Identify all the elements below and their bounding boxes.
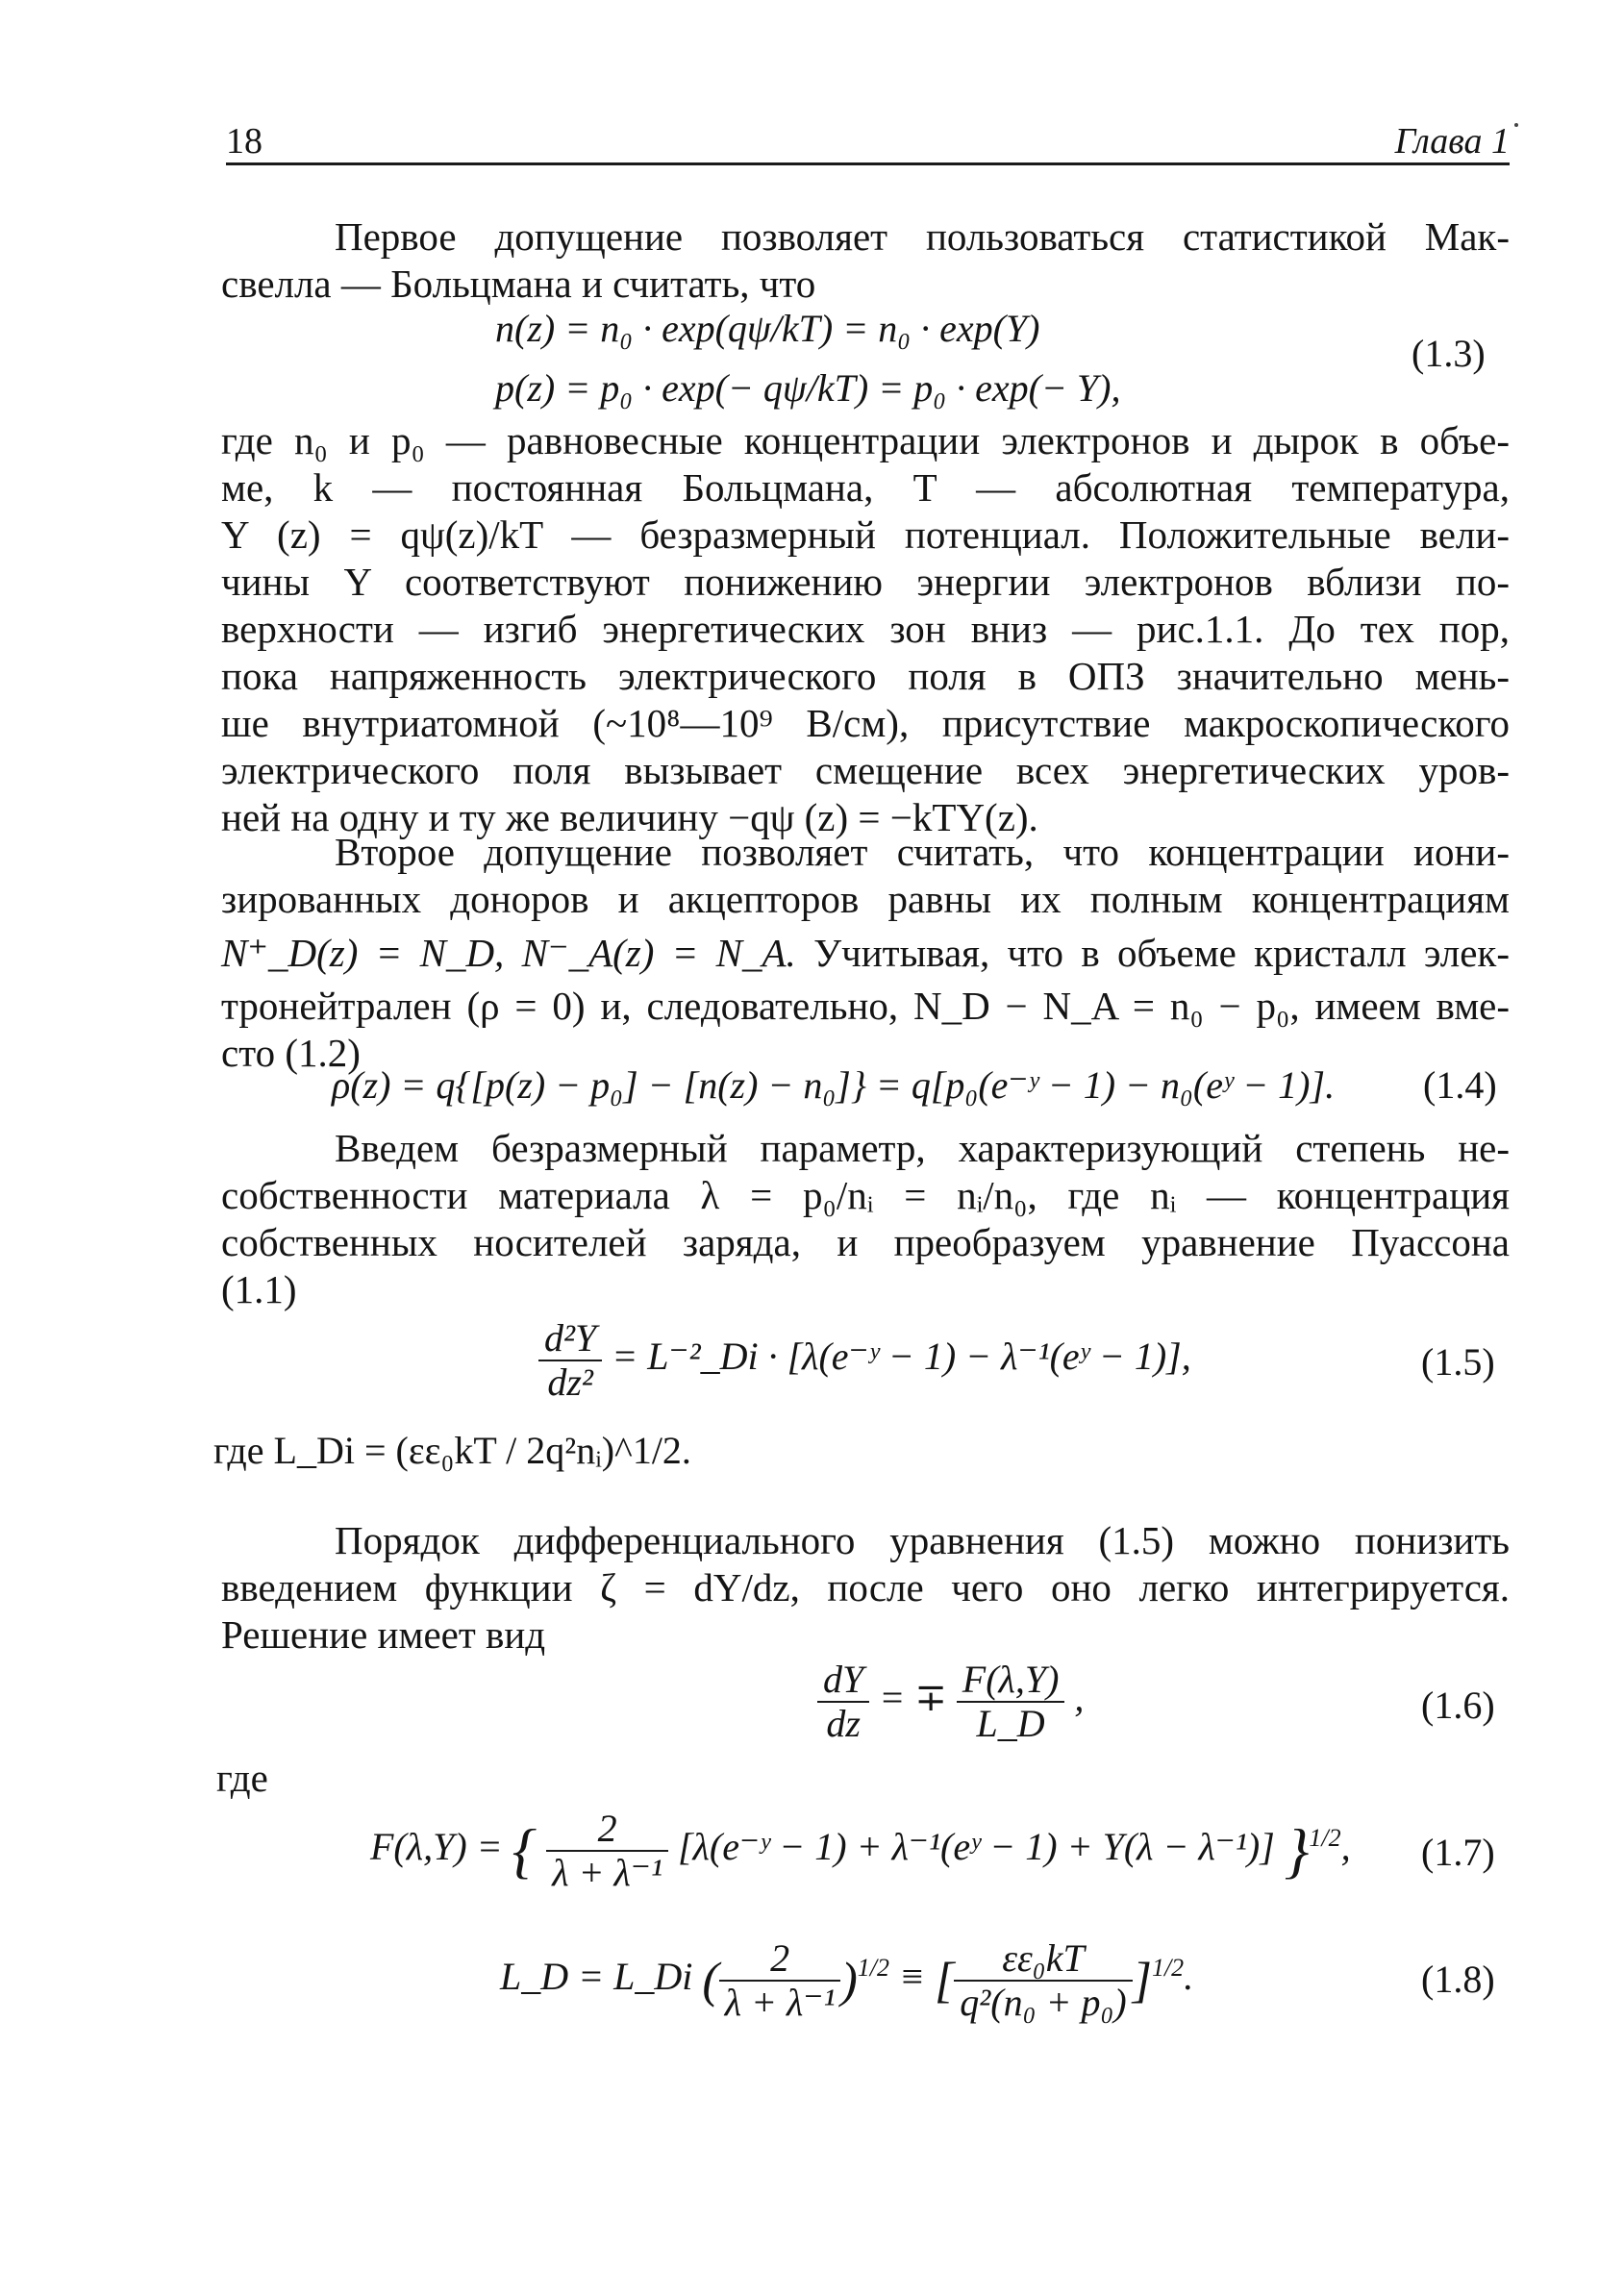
fraction-denominator: L_D (976, 1702, 1045, 1745)
debye-length-definition: где L_Di = (εε₀kT / 2q²nᵢ)^1/2. (213, 1429, 691, 1472)
text-line: где n₀ и p₀ — равновесные концентрации электронов и дырок в объе- (221, 418, 1510, 462)
paragraph-4 (221, 1125, 1510, 1313)
text-line: ней на одну и ту же величину −qψ (z) = −kTY(z). (221, 795, 1038, 839)
equation-1-3-line-1: n(z) = n₀ · exp(qψ/kT) = n₀ · exp(Y) (495, 307, 1040, 350)
ionized-concentration-formula: N⁺_D(z) = N_D, N⁻_A(z) = N_A. (221, 931, 796, 975)
equivalence-operator: ≡ (899, 1955, 926, 1999)
equation-tail: . (1184, 1955, 1194, 1999)
fraction-denominator: dz² (547, 1360, 593, 1404)
page-number: 18 (226, 121, 262, 162)
fraction-numerator: d²Y (538, 1317, 602, 1361)
text-line: Порядок дифференциального уравнения (1.5) можно понизить (335, 1518, 1510, 1562)
exponent: 1/2 (857, 1953, 890, 1982)
equation-1-5 (538, 1317, 1191, 1404)
close-paren: ) (840, 1953, 858, 2009)
equation-rhs: = L⁻²_Di · [λ(e⁻ʸ − 1) − λ⁻¹(eʸ − 1)], (612, 1335, 1191, 1379)
first-derivative-fraction (817, 1659, 869, 1745)
fraction-numerator: 2 (546, 1808, 668, 1852)
open-brace: { (512, 1816, 537, 1884)
equation-tail: , (1340, 1825, 1351, 1869)
text-line: зированных доноров и акцепторов равны их полным концентрациям (221, 877, 1510, 921)
paragraph-2 (221, 417, 1510, 841)
close-bracket: ] (1132, 1953, 1152, 2009)
equation-tail: , (1074, 1676, 1085, 1720)
text-line: верхности — изгиб энергетических зон вниз — рис.1.1. До тех пор, (221, 607, 1510, 651)
open-paren: ( (702, 1953, 719, 2009)
text-line: сто (1.2) (221, 1031, 361, 1075)
text-line: Y (z) = qψ(z)/kT — безразмерный потенциал. Положительные вели- (221, 512, 1510, 557)
exponent: 1/2 (1309, 1823, 1341, 1852)
fraction-denominator: λ + λ⁻¹ (552, 1851, 662, 1894)
fraction-denominator: q²(n₀ + p₀) (960, 1981, 1127, 2024)
bracket-term: [λ(e⁻ʸ − 1) + λ⁻¹(eʸ − 1) + Y(λ − λ⁻¹)] (677, 1825, 1275, 1869)
text-line: ше внутриатомной (~10⁸—10⁹ В/см), присутствие макроскопического (221, 701, 1510, 745)
paragraph-1 (221, 213, 1510, 308)
equation-lhs: F(λ,Y) = (370, 1825, 503, 1869)
fraction-numerator: F(λ,Y) (957, 1659, 1065, 1703)
text-line: электрического поля вызывает смещение всех энергетических уров- (221, 748, 1510, 792)
ratio-fraction (719, 1937, 841, 2024)
equation-number-1-5: (1.5) (1421, 1340, 1495, 1384)
text-line: ме, k — постоянная Больцмана, T — абсолютная температура, (221, 465, 1510, 510)
field-function-fraction (957, 1659, 1065, 1745)
equation-number-1-3: (1.3) (1412, 332, 1486, 375)
equation-1-4: ρ(z) = q{[p(z) − p₀] − [n(z) − n₀]} = q[p₀(e⁻ʸ − 1) − n₀(eʸ − 1)]. (332, 1063, 1336, 1107)
fraction-denominator: dz (826, 1702, 861, 1745)
equation-number-1-8: (1.8) (1421, 1958, 1495, 2001)
equation-operator: = ∓ (879, 1676, 947, 1720)
fraction-numerator: dY (817, 1659, 869, 1703)
scan-speck (1514, 123, 1518, 127)
where-label: где (216, 1756, 268, 1800)
text-line: Первое допущение позволяет пользоваться статистикой Мак- (335, 214, 1510, 259)
equation-lhs: L_D = L_Di (500, 1955, 693, 1999)
prefactor-fraction (546, 1808, 668, 1894)
exponent: 1/2 (1151, 1953, 1185, 1982)
text-line: (1.1) (221, 1267, 297, 1311)
close-brace: } (1284, 1816, 1310, 1884)
fraction-denominator: λ + λ⁻¹ (724, 1981, 836, 2024)
open-bracket: [ (935, 1953, 955, 2009)
chapter-title: Глава 1 (1394, 121, 1510, 162)
page-header (226, 120, 1510, 165)
text-line: собственных носителей заряда, и преобразуем уравнение Пуассона (221, 1220, 1510, 1264)
text-line: свелла — Больцмана и считать, что (221, 262, 816, 306)
text-line (221, 923, 1510, 983)
equation-1-3-line-2: p(z) = p₀ · exp(− qψ/kT) = p₀ · exp(− Y), (495, 366, 1121, 410)
text-line: Введем безразмерный параметр, характеризующий степень не- (335, 1126, 1510, 1170)
fraction-numerator: 2 (719, 1937, 841, 1982)
text-line: собственности материала λ = p₀/nᵢ = nᵢ/n₀, где nᵢ — концентрация (221, 1173, 1510, 1217)
text-line: чины Y соответствуют понижению энергии электронов вблизи по- (221, 560, 1510, 604)
equation-number-1-7: (1.7) (1421, 1831, 1495, 1874)
equation-1-7 (370, 1808, 1351, 1894)
text-line: Второе допущение позволяет считать, что концентрации иони- (335, 830, 1510, 874)
fraction-numerator: εε₀kT (954, 1937, 1132, 1982)
equation-1-6 (817, 1659, 1084, 1745)
paragraph-5 (221, 1517, 1510, 1659)
text-line: Решение имеет вид (221, 1612, 546, 1657)
equation-number-1-6: (1.6) (1421, 1684, 1495, 1727)
paragraph-3 (221, 829, 1510, 1077)
text-line: тронейтрален (ρ = 0) и, следовательно, N_D − N_A = n₀ − p₀, имеем вме- (221, 984, 1510, 1028)
second-derivative-fraction (538, 1317, 602, 1404)
equation-1-8 (500, 1937, 1193, 2024)
text-fragment: Учитывая, что в объеме кристалл элек- (813, 931, 1510, 975)
debye-fraction (954, 1937, 1132, 2024)
text-line: пока напряженность электрического поля в ОПЗ значительно мень- (221, 654, 1510, 698)
text-line: введением функции ζ = dY/dz, после чего оно легко интегрируется. (221, 1565, 1510, 1610)
equation-number-1-4: (1.4) (1423, 1063, 1497, 1107)
